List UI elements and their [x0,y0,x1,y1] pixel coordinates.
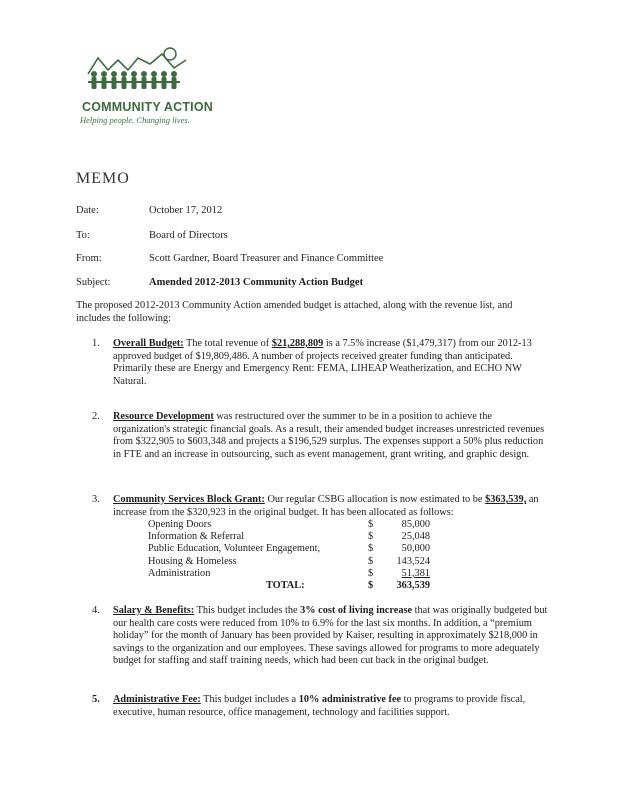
allocation-amount: 85,000 [401,519,430,530]
allocation-table [148,519,448,592]
item-heading: Overall Budget: [113,338,184,349]
item-text: This budget includes the [194,605,301,616]
item-text: that was originally budgeted but our health care costs were reduced from 10% to 6.9% for the last six months. In addition, a “premium holiday” for the month of January has been provided by Kaiser, resulting in approximately $218,000 in savings to the organization and our employees. These savings allowed for programs to more adequately budget for staffing and staff training needs, which had been cut back in the original budget. [113,605,548,667]
table-row [148,519,448,531]
logo-org-name: COMMUNITY ACTION [82,100,213,114]
item-number: 3. [92,494,100,505]
memo-title: MEMO [76,170,130,187]
table-row [148,531,448,543]
dollar-sign: $ [368,531,374,543]
item-overall-budget [113,338,548,388]
item-heading: Resource Development [113,411,214,422]
subject-label: Subject: [76,277,111,288]
dollar-sign: $ [368,579,374,591]
dollar-sign: $ [368,519,374,530]
date-label: Date: [76,205,99,216]
item-text: The total revenue of [183,338,272,349]
item-heading: Salary & Benefits: [113,605,195,616]
dollar-sign: $ [368,543,374,555]
logo-tagline: Helping people. Changing lives. [80,115,190,125]
total-label: TOTAL: [266,579,305,591]
item-text: Our regular CSBG allocation is now estimated to be [264,494,486,505]
item-heading: Administrative Fee: [113,694,201,705]
allocation-amount: 143,524 [396,555,430,567]
item-csbg [113,494,548,519]
item-administrative-fee [113,694,548,719]
total-row [148,580,448,592]
allocation-label: Opening Doors [148,519,212,530]
item-emphasis: $21,288,809 [271,338,324,349]
allocation-amount: 25,048 [401,531,430,543]
item-salary-benefits [113,605,548,668]
table-row [148,556,448,568]
item-text: was restructured over the summer to be in a position to achieve the organization's strategic financial goals. As a result, their amended budget increases unrestricted revenues from $322,905 to $603,348 and projects a $196,529 surplus. The expenses support a 50% plus reduction in FTE and an increase in outsourcing, such as event management, grant writing, and graphic design. [113,411,545,460]
dollar-sign: $ [368,567,374,579]
allocation-label: Public Education, Volunteer Engagement, [148,543,321,555]
allocation-amount: 51,381 [401,567,430,579]
total-amount: 363,539 [396,579,430,591]
to-value: Board of Directors [149,230,228,241]
subject-value: Amended 2012-2013 Community Action Budget [149,277,364,288]
item-number: 4. [92,605,100,616]
allocation-label: Administration [148,567,211,579]
from-label: From: [76,253,102,264]
item-number: 5. [92,694,100,705]
item-text: is a 7.5% increase ($1,479,317) from our 2012-13 approved budget of $19,809,486. A number of projects received greater funding than anticipated. Primarily these are Energy and Emergency Rent: FEMA, LIHEAP Weatherization, and ECHO NW Natural. [113,338,532,387]
item-emphasis: $363,539, [485,494,527,505]
allocation-label: Housing & Homeless [148,555,237,567]
item-text: an increase from the $320,923 in the original budget. It has been allocated as follows: [113,494,539,518]
item-text: This budget includes a [200,694,299,705]
allocation-amount: 50,000 [401,543,430,555]
item-text: to programs to provide fiscal, executive, human resource, office management, technology and facilities support. [113,694,526,718]
intro-paragraph: The proposed 2012-2013 Community Action amended budget is attached, along with the revenue list, and includes the following: [76,300,513,324]
date-value: October 17, 2012 [149,205,223,216]
to-label: To: [76,230,90,241]
item-resource-development [113,411,548,461]
from-value: Scott Gardner, Board Treasurer and Finance Committee [149,253,384,264]
item-number: 2. [92,411,100,422]
dollar-sign: $ [368,555,374,567]
table-row [148,543,448,555]
table-row [148,568,448,580]
item-number: 1. [92,338,100,349]
allocation-label: Information & Referral [148,531,245,543]
item-emphasis: 3% cost of living increase [300,605,413,616]
item-emphasis: 10% administrative fee [298,694,402,705]
item-heading: Community Services Block Grant: [113,494,265,505]
